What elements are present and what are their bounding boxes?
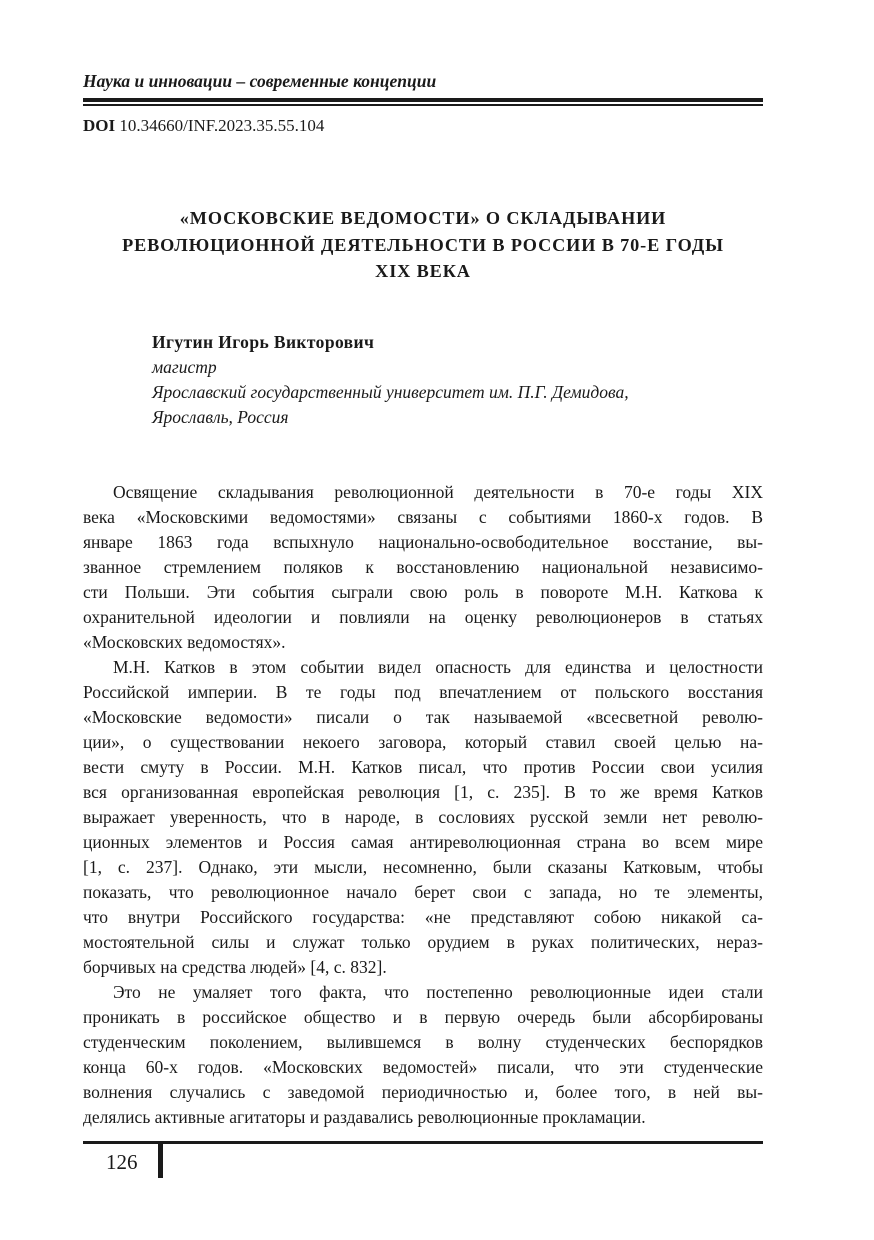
header-rule-thick (83, 98, 763, 102)
text-line: вся организованная европейская революция [1, с. 235]. В то же время Катков (83, 782, 763, 802)
body-paragraph (83, 980, 763, 1130)
text-line: века «Московскими ведомостями» связаны с событиями 1860-х годов. В (83, 507, 763, 527)
body-paragraph (83, 655, 763, 980)
text-line: что внутри Российского государства: «не представляют собою никакой са- (83, 907, 763, 927)
text-line: ционных элементов и Россия самая антиреволюционная страна во всем мире (83, 832, 763, 852)
text-line: делялись активные агитаторы и раздавались революционные прокламации. (83, 1107, 646, 1127)
text-line: студенческим поколением, вылившемся в волну студенческих беспорядков (83, 1032, 763, 1052)
text-line: выражает уверенность, что в народе, в сословиях русской земли нет револю- (83, 807, 763, 827)
article-body (83, 480, 763, 1130)
doi-line (83, 116, 324, 136)
body-paragraph (83, 480, 763, 655)
text-line: конца 60-х годов. «Московских ведомостей» писали, что эти студенческие (83, 1057, 763, 1077)
text-line: Российской империи. В те годы под впечатлением от польского восстания (83, 682, 763, 702)
text-line: январе 1863 года вспыхнуло национально-освободительное восстание, вы- (83, 532, 763, 552)
text-line: волнения случались с заведомой периодичностью и, более того, в ней вы- (83, 1082, 763, 1102)
text-line: М.Н. Катков в этом событии видел опасность для единства и целостности (113, 657, 763, 677)
text-line: Это не умаляет того факта, что постепенно революционные идеи стали (113, 982, 763, 1002)
text-line: ции», о существовании некоего заговора, который ставил своей целью на- (83, 732, 763, 752)
text-line: сти Польши. Эти события сыграли свою роль в повороте М.Н. Каткова к (83, 582, 763, 602)
title-line: РЕВОЛЮЦИОННОЙ ДЕЯТЕЛЬНОСТИ В РОССИИ В 70-Е ГОДЫ (122, 234, 724, 255)
title-line: XIX ВЕКА (375, 261, 471, 281)
header-rule-thin (83, 104, 763, 106)
author-city: Ярославль, Россия (152, 407, 289, 427)
doi-value: 10.34660/INF.2023.35.55.104 (119, 116, 325, 135)
article-title (83, 205, 763, 285)
author-affiliation: Ярославский государственный университет им. П.Г. Демидова, (152, 382, 629, 402)
doi-label: DOI (83, 116, 116, 135)
text-line: борчивых на средства людей» [4, с. 832]. (83, 957, 387, 977)
text-line: показать, что революционное начало берет свои с запада, но те элементы, (83, 882, 763, 902)
journal-title: Наука и инновации – современные концепции (83, 71, 437, 91)
text-line: «Московские ведомости» писали о так называемой «всесветной револю- (83, 707, 763, 727)
footer-rule (83, 1141, 763, 1144)
text-line: званное стремлением поляков к восстановлению национальной независимо- (83, 557, 763, 577)
author-degree: магистр (152, 357, 217, 377)
text-line: «Московских ведомостях». (83, 632, 286, 652)
author-block (152, 330, 762, 430)
text-line: мостоятельной силы и служат только орудием в руках политических, нераз- (83, 932, 763, 952)
text-line: проникать в российское общество и в первую очередь были абсорбированы (83, 1007, 763, 1027)
title-line: «МОСКОВСКИЕ ВЕДОМОСТИ» О СКЛАДЫВАНИИ (179, 208, 667, 228)
author-name: Игутин Игорь Викторович (152, 332, 375, 352)
text-line: вести смуту в России. М.Н. Катков писал, что против России свои усилия (83, 757, 763, 777)
footer-bar (158, 1143, 163, 1178)
text-line: охранительной идеологии и повлияли на оценку революционеров в статьях (83, 607, 763, 627)
text-line: [1, с. 237]. Однако, эти мысли, несомненно, были сказаны Катковым, чтобы (83, 857, 763, 877)
page-number: 126 (106, 1150, 138, 1174)
text-line: Освящение складывания революционной деятельности в 70-е годы XIX (113, 482, 763, 502)
